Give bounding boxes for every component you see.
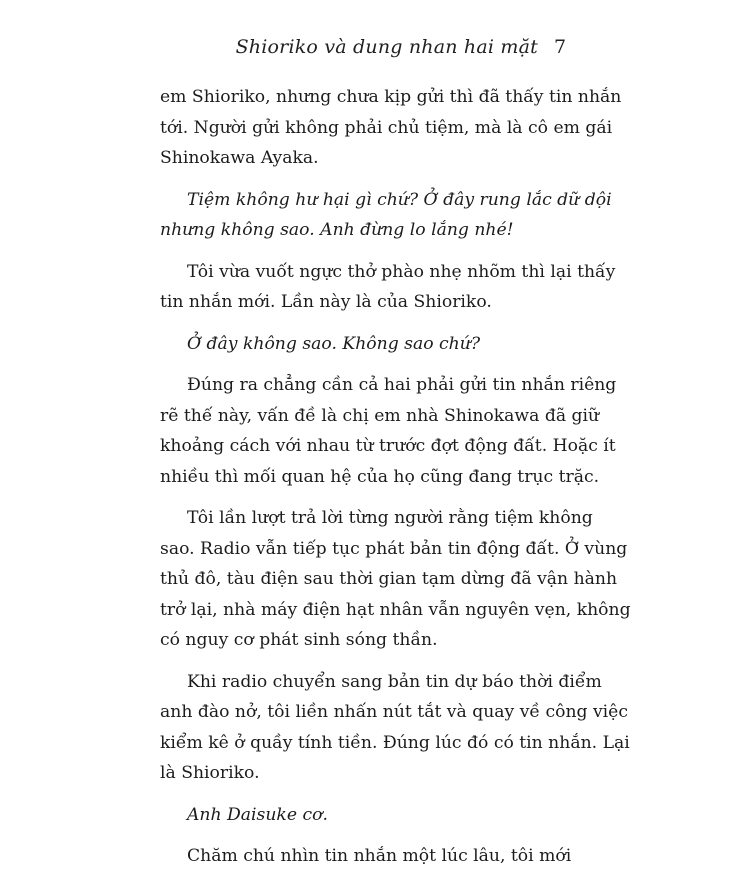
text-line: tới. Người gửi không phải chủ tiệm, mà là cô em gái: [160, 117, 613, 138]
text-line: Chăm chú nhìn tin nhắn một lúc lâu, tôi mới: [187, 846, 572, 866]
italic-message: [160, 800, 580, 831]
text-line: tin nhắn mới. Lần này là của Shioriko.: [160, 292, 492, 312]
text-line: anh đào nở, tôi liền nhấn nút tắt và quay về công việc: [160, 702, 628, 722]
paragraph: [160, 503, 631, 656]
text-line: trở lại, nhà máy điện hạt nhân vẫn nguyên vẹn, không: [160, 599, 631, 620]
paragraph: [160, 841, 580, 872]
text-line: Tôi lần lượt trả lời từng người rằng tiệm không: [187, 508, 593, 528]
running-title: Shioriko và dung nhan hai mặt: [235, 36, 538, 58]
text-line: Ở đây không sao. Không sao chứ?: [187, 333, 481, 354]
text-line: Tiệm không hư hại gì chứ? Ở đây rung lắc dữ dội: [187, 189, 612, 210]
text-line: nhiều thì mối quan hệ của họ cũng đang trục trặc.: [160, 466, 600, 487]
text-line: rẽ thế này, vấn đề là chị em nhà Shinokawa đã giữ: [160, 405, 600, 426]
paragraph: [160, 257, 616, 318]
text-line: Anh Daisuke cơ.: [187, 804, 328, 825]
text-line: kiểm kê ở quầy tính tiền. Đúng lúc đó có tin nhắn. Lại: [160, 732, 630, 753]
text-line: em Shioriko, nhưng chưa kịp gửi thì đã thấy tin nhắn: [160, 87, 622, 107]
text-line: Đúng ra chẳng cần cả hai phải gửi tin nhắn riêng: [187, 375, 617, 395]
text-line: Khi radio chuyển sang bản tin dự báo thời điểm: [187, 671, 602, 692]
italic-message: [160, 185, 612, 246]
page-number: 7: [554, 36, 567, 58]
paragraph: [160, 370, 617, 492]
italic-message: [160, 329, 580, 360]
paragraph: [160, 667, 630, 789]
text-line: có nguy cơ phát sinh sóng thần.: [160, 630, 438, 650]
page-header: [0, 36, 750, 66]
text-line: Tôi vừa vuốt ngực thở phào nhẹ nhõm thì lại thấy: [187, 261, 616, 282]
text-line: sao. Radio vẫn tiếp tục phát bản tin động đất. Ở vùng: [160, 538, 628, 559]
text-line: nhưng không sao. Anh đừng lo lắng nhé!: [160, 220, 514, 240]
text-line: thủ đô, tàu điện sau thời gian tạm dừng đã vận hành: [160, 569, 618, 589]
text-line: là Shioriko.: [160, 763, 260, 783]
body-text: [160, 82, 631, 872]
text-line: Shinokawa Ayaka.: [160, 148, 319, 168]
text-line: khoảng cách với nhau từ trước đợt động đất. Hoặc ít: [160, 436, 616, 456]
paragraph: [160, 82, 622, 174]
